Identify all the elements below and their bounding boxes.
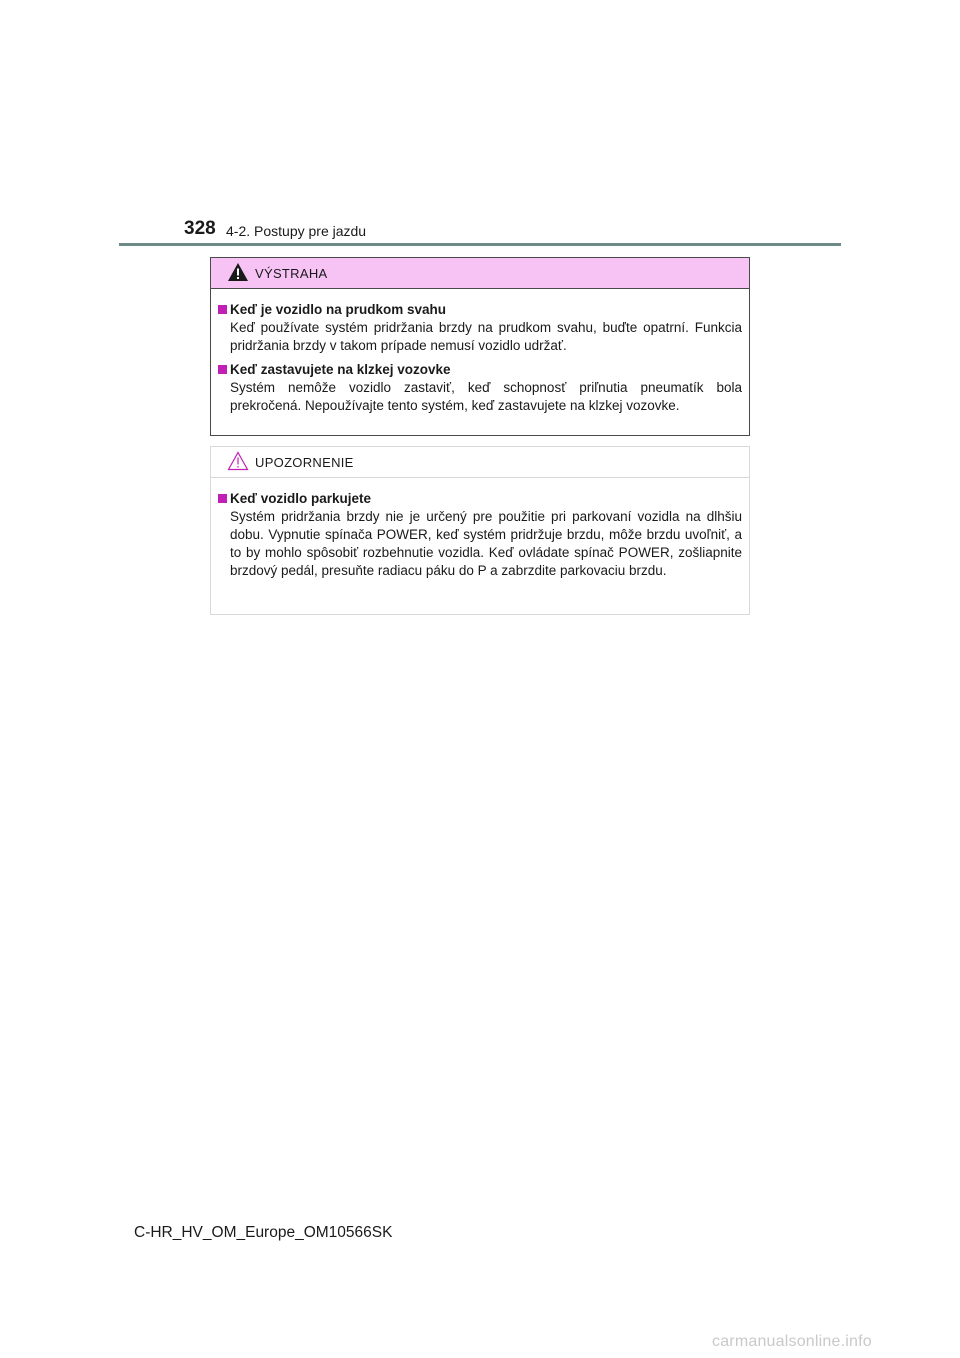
caution-triangle-outline-icon bbox=[227, 451, 249, 471]
square-bullet-icon bbox=[218, 305, 227, 314]
caution-item-text: Systém pridržania brzdy nie je určený pre použitie pri parkovaní vozidla na dlhšiu dobu. Vypnutie spínača POWER, keď systém pridržuje brzdu, môže brzdu uvoľniť, a to by mohlo spôsobiť rozbehnutie vozidla. Keď ovládate spínač POWER, zošliapnite brzdový pedál, presuňte radiacu páku do P a zabrzdite parkovaciu brzdu. bbox=[230, 509, 742, 578]
caution-box-header bbox=[211, 447, 749, 478]
warning-item-text: Systém nemôže vozidlo zastaviť, keď schopnosť priľnutia pneumatík bola prekročená. Nepoužívajte tento systém, keď zastavujete na klzkej vozovke. bbox=[230, 380, 742, 413]
square-bullet-icon bbox=[218, 365, 227, 374]
warning-item-title-text: Keď je vozidlo na prudkom svahu bbox=[230, 302, 446, 317]
warning-label: VÝSTRAHA bbox=[255, 266, 328, 281]
caution-item bbox=[218, 490, 742, 580]
warning-item-title bbox=[218, 361, 742, 379]
caution-item-title-text: Keď vozidlo parkujete bbox=[230, 491, 371, 506]
warning-item bbox=[218, 361, 742, 415]
caution-item-title bbox=[218, 490, 742, 508]
caution-box-body bbox=[211, 478, 749, 580]
warning-item-title-text: Keď zastavujete na klzkej vozovke bbox=[230, 362, 451, 377]
document-id: C-HR_HV_OM_Europe_OM10566SK bbox=[134, 1224, 393, 1241]
square-bullet-icon bbox=[218, 494, 227, 503]
watermark: carmanualsonline.info bbox=[712, 1333, 872, 1350]
caution-box bbox=[210, 446, 750, 615]
warning-item-title bbox=[218, 301, 742, 319]
page-header bbox=[184, 218, 884, 242]
caution-label: UPOZORNENIE bbox=[255, 455, 354, 470]
warning-box bbox=[210, 257, 750, 436]
section-title: 4-2. Postupy pre jazdu bbox=[226, 223, 367, 239]
warning-item bbox=[218, 301, 742, 355]
warning-box-header bbox=[211, 258, 749, 289]
warning-item-text: Keď používate systém pridržania brzdy na prudkom svahu, buďte opatrní. Funkcia pridržania brzdy v takom prípade nemusí vozidlo udržať. bbox=[230, 320, 742, 353]
warning-box-body bbox=[211, 289, 749, 415]
header-divider bbox=[119, 243, 841, 246]
warning-triangle-filled-icon bbox=[227, 262, 249, 282]
page-number: 328 bbox=[184, 218, 216, 239]
